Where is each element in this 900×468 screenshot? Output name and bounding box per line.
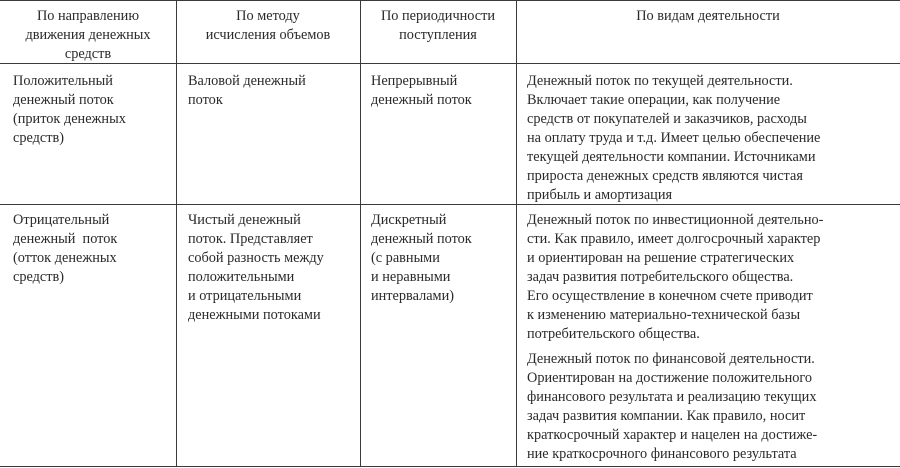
column-divider-2	[360, 0, 361, 467]
row-2-periodicity: Дискретный денежный поток (с равными и неравными интервалами)	[371, 212, 472, 304]
row-1-method: Валовой денежный поток	[188, 73, 306, 108]
row-2-direction: Отрицательный денежный поток (отток денежных средств)	[13, 212, 118, 285]
row-1-direction: Положительный денежный поток (приток денежных средств)	[13, 73, 126, 146]
header-method: По методу исчисления объемов	[205, 8, 331, 43]
row-2-activity-investing: Денежный поток по инвестиционной деятельно- сти. Как правило, имеет долгосрочный характер и ориентирован на решение стратегических задач развития потребительского общества. Его осуществление в конечном счете приводит к изменению материально-технической базы потребительского общества.	[527, 212, 824, 342]
column-divider-3	[516, 0, 517, 467]
row-1-activity-operating: Денежный поток по текущей деятельности. Включает такие операции, как получение средств от покупателей и заказчиков, расходы на оплату труда и т.д. Имеет целью обеспечение текущей деятельности компании. Источниками прироста денежных средств являются чистая прибыль и амортизация	[527, 73, 821, 203]
row-2-activity-financing: Денежный поток по финансовой деятельности. Ориентирован на достижение положительного финансового результата и реализацию текущих задач развития компании. Как правило, носит краткосрочный характер и нацелен на достиже- ние краткосрочного финансового результата	[527, 351, 818, 462]
header-activity: По видам деятельности	[636, 8, 780, 24]
column-divider-1	[176, 0, 177, 467]
header-direction: По направлению движения денежных средств	[25, 8, 151, 62]
table-top-border	[0, 0, 900, 1]
table-bottom-border	[0, 466, 900, 467]
row-2-method: Чистый денежный поток. Представляет собой разность между положительными и отрицательными денежными потоками	[188, 212, 324, 323]
header-periodicity: По периодичности поступления	[380, 8, 496, 43]
row-1-periodicity: Непрерывный денежный поток	[371, 73, 472, 108]
